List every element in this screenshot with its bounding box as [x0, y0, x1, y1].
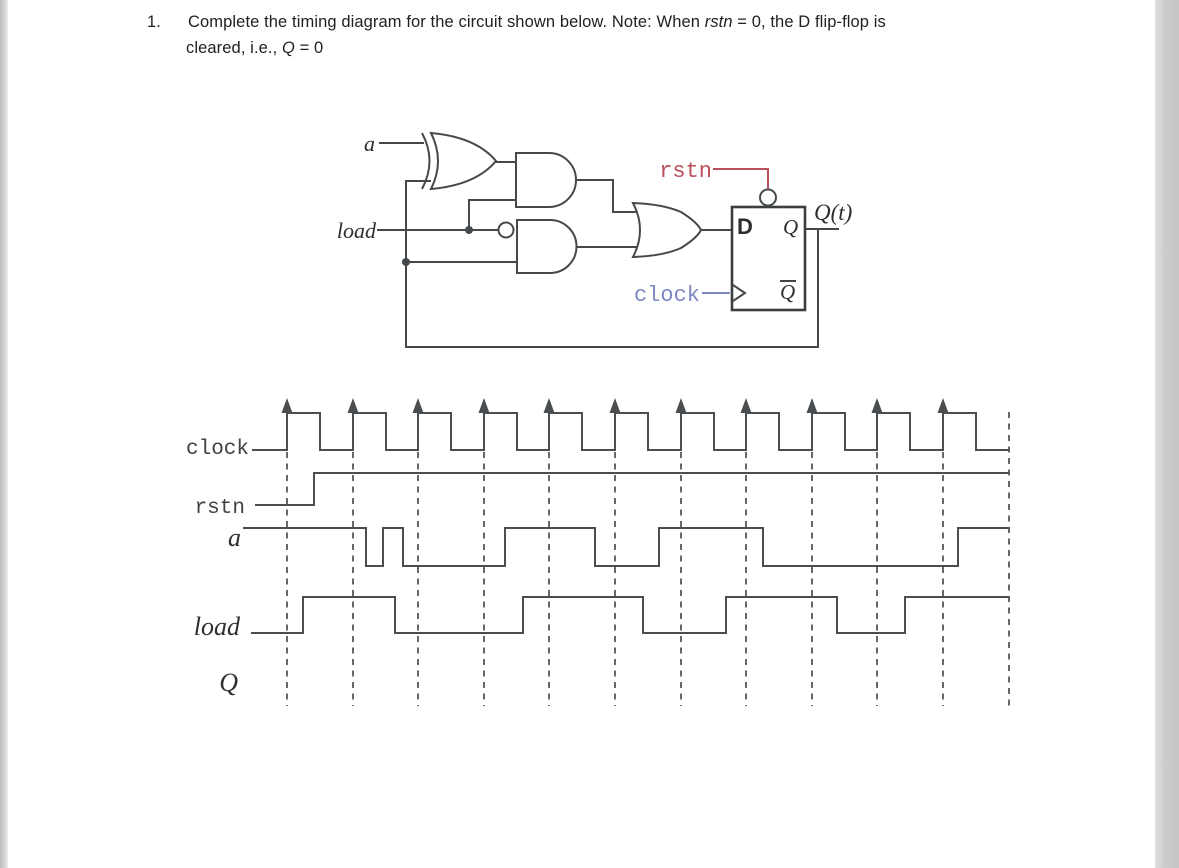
question-text-italic-q: Q: [281, 39, 295, 57]
rstn-waveform: [255, 473, 1009, 505]
timing-rstn-label: rstn: [194, 497, 245, 520]
timing-clock-label: clock: [185, 438, 249, 461]
or-gate: [633, 203, 701, 257]
a-waveform: [243, 528, 1009, 566]
ff-d-label: D: [737, 214, 753, 239]
reset-bubble: [760, 190, 776, 206]
q-of-t-label: Q(t): [814, 200, 853, 225]
a-label: a: [364, 131, 375, 156]
and1-to-or-wire: [576, 180, 644, 212]
load-waveform: [251, 597, 1009, 633]
xor-gate: [431, 133, 496, 189]
timing-waveforms-layer: [243, 398, 1009, 706]
rising-edge-arrowhead: [413, 398, 424, 413]
rstn-wire: [713, 169, 768, 189]
load-label: load: [336, 218, 376, 243]
timing-q-label: Q: [219, 668, 238, 697]
rising-edge-arrowhead: [348, 398, 359, 413]
timing-diagram: [186, 398, 1009, 706]
rising-edge-arrowhead: [807, 398, 818, 413]
question-text: = 0: [294, 39, 324, 57]
question-text-italic-rstn: rstn: [704, 13, 733, 31]
clock-waveform: [252, 413, 1009, 450]
question-number: 1.: [147, 13, 161, 31]
rising-edge-arrowhead: [741, 398, 752, 413]
rstn-label: rstn: [659, 159, 712, 184]
rising-edge-arrowhead: [479, 398, 490, 413]
ff-qbar-label: Q: [780, 280, 796, 304]
timing-a-label: a: [228, 523, 241, 552]
timing-load-label: load: [193, 612, 240, 641]
question-text: cleared, i.e.,: [186, 39, 282, 57]
feedback-junction-dot: [402, 258, 410, 266]
rising-edge-arrowhead: [676, 398, 687, 413]
clock-label: clock: [633, 283, 700, 308]
rising-edge-arrowhead: [282, 398, 293, 413]
rising-edge-arrowhead: [872, 398, 883, 413]
question-text: Complete the timing diagram for the circuit shown below. Note: When: [188, 13, 705, 31]
rising-edge-arrowhead: [938, 398, 949, 413]
question-text: = 0, the D flip-flop is: [732, 13, 886, 31]
and-gate-1: [516, 153, 576, 207]
and2-input-inverter-bubble: [499, 223, 514, 238]
circuit-diagram: [337, 131, 852, 347]
ff-q-label: Q: [783, 215, 799, 239]
and-gate-2: [517, 220, 577, 273]
rising-edge-arrowhead: [610, 398, 621, 413]
rising-edge-arrowhead: [544, 398, 555, 413]
load-junction-dot: [465, 226, 473, 234]
